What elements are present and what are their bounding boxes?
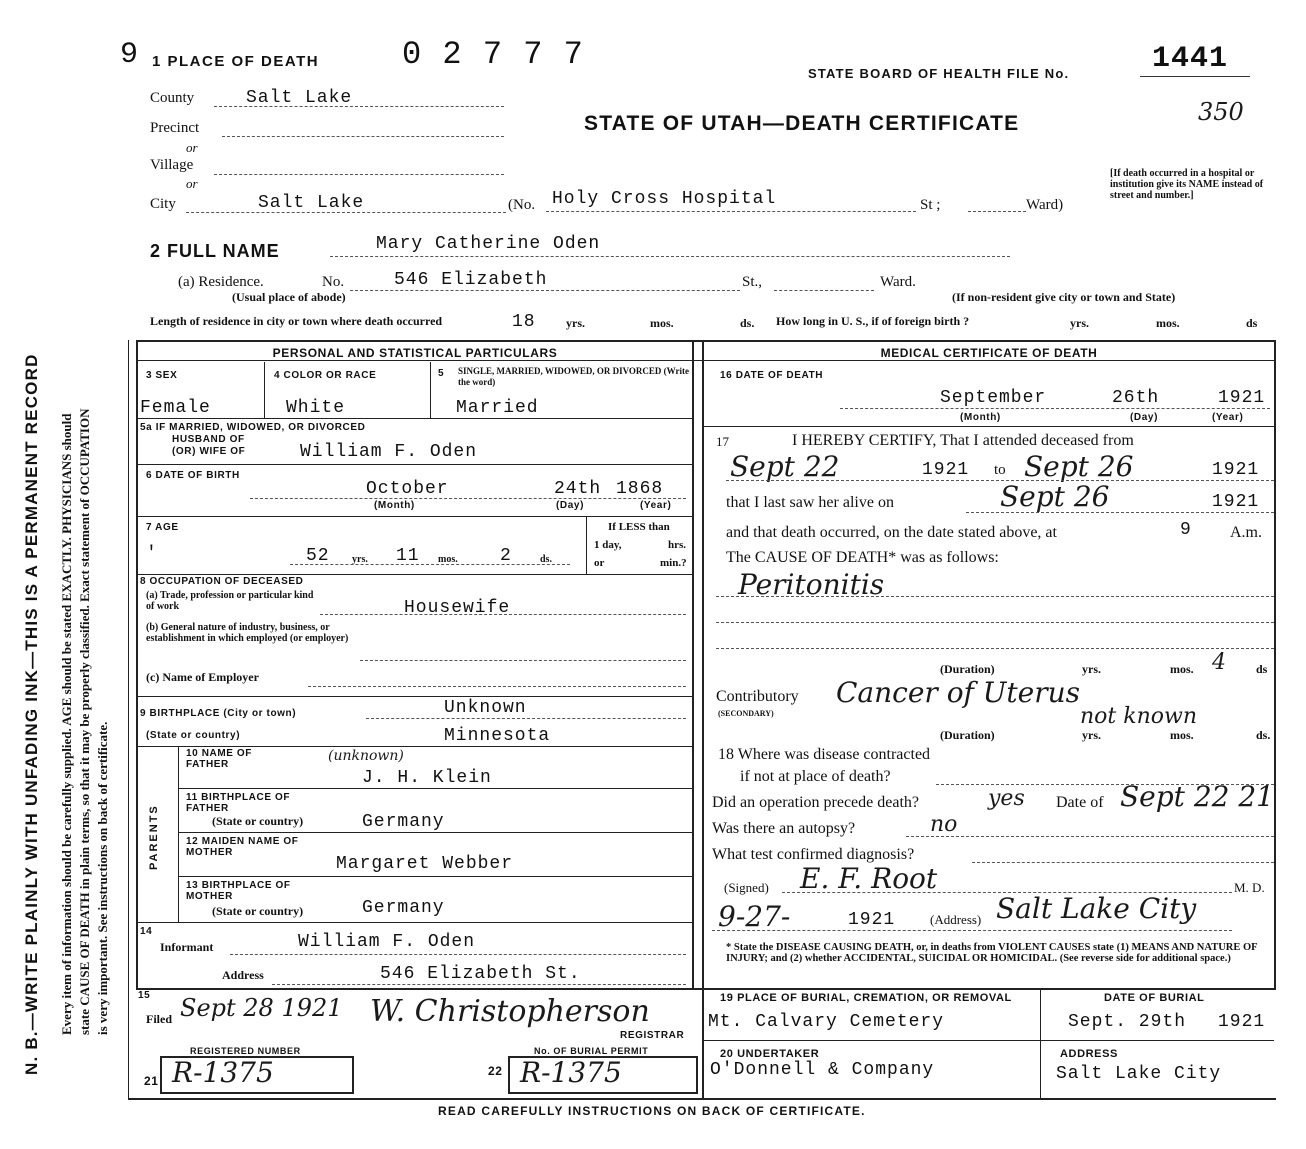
operation-label: Did an operation precede death? bbox=[712, 794, 920, 811]
occupation-a-label: (a) Trade, profession or particular kind of work bbox=[146, 590, 314, 612]
contributory-value: Cancer of Uterus bbox=[836, 676, 1081, 709]
dod-month-caption: (Month) bbox=[960, 412, 1001, 423]
village-label: Village bbox=[150, 157, 194, 173]
occupation-value: Housewife bbox=[404, 598, 511, 618]
age-label: 7 AGE bbox=[146, 522, 179, 533]
test-label: What test confirmed diagnosis? bbox=[712, 846, 915, 863]
age-years: 52 bbox=[306, 546, 330, 566]
informant-address: 546 Elizabeth St. bbox=[380, 964, 581, 984]
color-value: White bbox=[286, 398, 346, 418]
registered-number-label: REGISTERED NUMBER bbox=[190, 1046, 301, 1056]
informant-num: 14 bbox=[140, 926, 153, 937]
length-years: 18 bbox=[512, 312, 536, 332]
right-border bbox=[1274, 340, 1276, 990]
father-birthplace-label: 11 BIRTHPLACE OF FATHER bbox=[186, 792, 291, 814]
father-name-label: 10 NAME OF FATHER bbox=[186, 748, 253, 770]
sign-year: 1921 bbox=[848, 910, 896, 930]
burial-date-label: DATE OF BURIAL bbox=[1104, 992, 1205, 1004]
length-ds: ds. bbox=[740, 316, 755, 330]
footer-instructions: READ CAREFULLY INSTRUCTIONS ON BACK OF CERTIFICATE. bbox=[438, 1104, 866, 1118]
full-name-value: Mary Catherine Oden bbox=[376, 234, 601, 254]
color-label: 4 COLOR OR RACE bbox=[274, 370, 377, 381]
age-months: 11 bbox=[396, 546, 420, 566]
center-divider bbox=[702, 340, 704, 1100]
last-saw-date: Sept 26 bbox=[1000, 480, 1110, 513]
attend-to: Sept 26 bbox=[1024, 450, 1134, 483]
duration-yrs: yrs. bbox=[1082, 662, 1101, 676]
margin-instruction-2: state CAUSE OF DEATH in plain terms, so that it may be properly classified. Exact statement of OCCUPATION bbox=[77, 408, 92, 1035]
certificate-title: STATE OF UTAH—DEATH CERTIFICATE bbox=[584, 112, 1020, 135]
length-residence-label: Length of residence in city or town where death occurred bbox=[150, 314, 443, 328]
parents-label: PARENTS bbox=[148, 804, 160, 870]
residence-label: (a) Residence. bbox=[178, 274, 264, 290]
spouse-label-2: HUSBAND OF bbox=[172, 434, 245, 445]
burial-place-label: 19 PLACE OF BURIAL, CREMATION, OR REMOVAL bbox=[720, 992, 1012, 1004]
or-min-label: or bbox=[594, 557, 605, 569]
occupation-b-label: (b) General nature of industry, business, or establishment in which employed (or employer) bbox=[146, 622, 349, 644]
last-saw-year: 1921 bbox=[1212, 492, 1260, 512]
county-value: Salt Lake bbox=[246, 88, 353, 108]
operation-value: yes bbox=[988, 786, 1025, 811]
file-number-label: STATE BOARD OF HEALTH FILE No. bbox=[808, 66, 1070, 81]
permit-field-num: 22 bbox=[488, 1064, 503, 1078]
place-of-death-label: 1 PLACE OF DEATH bbox=[152, 53, 320, 70]
attend-to-year: 1921 bbox=[1212, 460, 1260, 480]
undertaker-address: Salt Lake City bbox=[1056, 1064, 1222, 1084]
operation-date-label: Date of bbox=[1056, 794, 1104, 811]
sex-label: 3 SEX bbox=[146, 370, 178, 381]
contributory-label: Contributory bbox=[716, 688, 799, 705]
city-label: City bbox=[150, 196, 176, 212]
occupation-label: 8 OCCUPATION OF DECEASED bbox=[140, 576, 304, 587]
age-mark: ′ bbox=[146, 544, 158, 564]
margin-instruction-ink: N. B.—WRITE PLAINLY WITH UNFADING INK—THIS IS A PERMANENT RECORD bbox=[22, 353, 41, 1075]
dod-label: 16 DATE OF DEATH bbox=[720, 370, 824, 381]
sex-value: Female bbox=[140, 398, 211, 418]
cause-footnote: * State the DISEASE CAUSING DEATH, or, in deaths from VIOLENT CAUSES state (1) MEANS AND NATURE OF INJURY; and (2) whether ACCIDENTAL, SUICIDAL OR HOMICIDAL. (See reverse side for additional space.) bbox=[726, 942, 1258, 964]
abode-note: (Usual place of abode) bbox=[232, 290, 346, 304]
birthplace-city: Unknown bbox=[444, 698, 527, 718]
am-label: A.m. bbox=[1230, 524, 1262, 541]
duration-ds: ds bbox=[1256, 662, 1268, 676]
age-mos: mos. bbox=[438, 554, 458, 565]
duration-label: (Duration) bbox=[940, 662, 995, 676]
father-value: J. H. Klein bbox=[362, 768, 492, 788]
if-less-label: If LESS than bbox=[608, 521, 670, 533]
age-days: 2 bbox=[500, 546, 512, 566]
personal-heading: PERSONAL AND STATISTICAL PARTICULARS bbox=[272, 346, 558, 360]
burial-year: 1921 bbox=[1218, 1012, 1266, 1032]
dod-year: 1921 bbox=[1218, 388, 1266, 408]
file-number: 1441 bbox=[1152, 42, 1229, 76]
min-label: min.? bbox=[660, 557, 687, 569]
cause-value: Peritonitis bbox=[738, 568, 885, 601]
spouse-label-1: 5a IF MARRIED, WIDOWED, OR DIVORCED bbox=[140, 422, 366, 433]
full-name-label: 2 FULL NAME bbox=[150, 241, 280, 261]
or-text-2: or bbox=[186, 176, 198, 191]
birthplace-label: 9 BIRTHPLACE (City or town) bbox=[140, 708, 297, 719]
burial-permit-number: R-1375 bbox=[520, 1056, 622, 1089]
physician-signature: E. F. Root bbox=[800, 862, 938, 895]
marital-label: SINGLE, MARRIED, WIDOWED, OR DIVORCED (Write the word) bbox=[458, 366, 689, 387]
dob-month-caption: (Month) bbox=[374, 500, 415, 511]
mother-birthplace-label: 13 BIRTHPLACE OF MOTHER bbox=[186, 880, 291, 902]
residence-value: 546 Elizabeth bbox=[394, 270, 548, 290]
address-label: (Address) bbox=[930, 912, 982, 927]
us-mos: mos. bbox=[1156, 316, 1180, 330]
last-saw-text: that I last saw her alive on bbox=[726, 494, 894, 511]
contributory-duration: not known bbox=[1080, 704, 1197, 729]
burial-date: Sept. 29th bbox=[1068, 1012, 1187, 1032]
dob-year: 1868 bbox=[616, 479, 664, 499]
marital-num: 5 bbox=[438, 368, 445, 379]
spouse-value: William F. Oden bbox=[300, 442, 478, 462]
duration2-yrs: yrs. bbox=[1082, 728, 1101, 742]
length-yrs: yrs. bbox=[566, 316, 585, 330]
contracted-label-2: if not at place of death? bbox=[740, 768, 891, 785]
residence-ward-label: Ward. bbox=[880, 274, 916, 290]
certify-text: I HEREBY CERTIFY, That I attended deceased from bbox=[792, 432, 1134, 449]
registered-number: R-1375 bbox=[172, 1056, 274, 1089]
to-label: to bbox=[994, 462, 1006, 478]
mother-birthplace: Germany bbox=[362, 898, 445, 918]
father-bp-sub: (State or country) bbox=[212, 814, 304, 828]
precinct-label: Precinct bbox=[150, 120, 200, 136]
duration-label-2: (Duration) bbox=[940, 728, 995, 742]
duration2-mos: mos. bbox=[1170, 728, 1194, 742]
duration-mos: mos. bbox=[1170, 662, 1194, 676]
margin-instruction-3: is very important. See instructions on back of certificate. bbox=[95, 721, 110, 1035]
left-border bbox=[136, 340, 138, 990]
father-birthplace: Germany bbox=[362, 812, 445, 832]
undertaker-value: O'Donnell & Company bbox=[710, 1060, 935, 1080]
birthplace-state-label: (State or country) bbox=[146, 730, 241, 741]
institution-value: Holy Cross Hospital bbox=[552, 189, 777, 209]
contracted-label-1: 18 Where was disease contracted bbox=[718, 746, 931, 763]
ward-label: Ward) bbox=[1026, 197, 1064, 213]
us-ds: ds bbox=[1246, 316, 1258, 330]
mother-value: Margaret Webber bbox=[336, 854, 514, 874]
county-label: County bbox=[150, 90, 195, 106]
one-day-label: 1 day, bbox=[594, 539, 622, 551]
us-yrs: yrs. bbox=[1070, 316, 1089, 330]
spouse-label-3: (OR) WIFE OF bbox=[172, 446, 246, 457]
undertaker-address-label: ADDRESS bbox=[1060, 1048, 1118, 1060]
or-text-1: or bbox=[186, 140, 198, 155]
dob-month: October bbox=[366, 479, 449, 499]
hrs-label: hrs. bbox=[668, 539, 687, 551]
hospital-note: [If death occurred in a hospital or institution give its NAME instead of street and number.] bbox=[1110, 168, 1264, 201]
secondary-label: (SECONDARY) bbox=[718, 709, 774, 718]
autopsy-label: Was there an autopsy? bbox=[712, 820, 856, 837]
informant-address-label: Address bbox=[222, 968, 264, 982]
birthplace-state: Minnesota bbox=[444, 726, 551, 746]
informant-label: Informant bbox=[160, 940, 214, 954]
city-value: Salt Lake bbox=[258, 193, 365, 213]
dob-label: 6 DATE OF BIRTH bbox=[146, 470, 240, 481]
signed-label: (Signed) bbox=[724, 880, 769, 895]
residence-st-label: St., bbox=[742, 274, 763, 290]
nonresident-note: (If non-resident give city or town and State) bbox=[952, 290, 1176, 304]
mother-bp-sub: (State or country) bbox=[212, 904, 304, 918]
sign-date: 9-27- bbox=[718, 900, 791, 933]
attend-from: Sept 22 bbox=[730, 450, 840, 483]
dod-day-caption: (Day) bbox=[1130, 412, 1159, 423]
length-mos: mos. bbox=[650, 316, 674, 330]
us-residence-label: How long in U. S., if of foreign birth ? bbox=[776, 314, 970, 328]
death-hour: 9 bbox=[1180, 520, 1192, 540]
physician-address: Salt Lake City bbox=[996, 892, 1197, 925]
residence-no-label: No. bbox=[322, 274, 345, 290]
occupation-c-label: (c) Name of Employer bbox=[146, 670, 259, 684]
reg-field-num: 21 bbox=[144, 1074, 159, 1088]
operation-date: Sept 22 21 bbox=[1120, 780, 1274, 813]
dob-day: 24th bbox=[554, 479, 602, 499]
informant-value: William F. Oden bbox=[298, 932, 476, 952]
age-ds: ds. bbox=[540, 554, 552, 565]
margin-number: 350 bbox=[1198, 98, 1244, 126]
md-label: M. D. bbox=[1234, 880, 1265, 895]
age-yrs: yrs. bbox=[352, 554, 368, 565]
dod-day: 26th bbox=[1112, 388, 1160, 408]
margin-instruction-1: Every item of information should be carefully supplied. AGE should be stated EXACTLY. PHYSICIANS should bbox=[59, 413, 74, 1035]
autopsy-value: no bbox=[930, 812, 958, 837]
dob-year-caption: (Year) bbox=[640, 500, 672, 511]
cert-num: 17 bbox=[716, 434, 729, 449]
filed-value: Sept 28 1921 bbox=[180, 994, 343, 1022]
marital-value: Married bbox=[456, 398, 539, 418]
cause-label: The CAUSE OF DEATH* was as follows: bbox=[726, 549, 999, 566]
stamp-number: 0 2 7 7 7 bbox=[402, 36, 584, 73]
burial-place: Mt. Calvary Cemetery bbox=[708, 1012, 945, 1032]
main-top-border bbox=[136, 340, 1276, 342]
st-label: St ; bbox=[920, 197, 941, 213]
stamp-prefix: 9 bbox=[120, 38, 140, 72]
dod-year-caption: (Year) bbox=[1212, 412, 1244, 423]
dob-day-caption: (Day) bbox=[556, 500, 585, 511]
duration2-ds: ds. bbox=[1256, 728, 1271, 742]
medical-heading: MEDICAL CERTIFICATE OF DEATH bbox=[880, 346, 1098, 360]
undertaker-label: 20 UNDERTAKER bbox=[720, 1048, 820, 1060]
registrar-label: REGISTRAR bbox=[620, 1030, 685, 1041]
attend-from-year: 1921 bbox=[922, 460, 970, 480]
burial-permit-label: No. OF BURIAL PERMIT bbox=[534, 1046, 649, 1056]
duration-value: 4 bbox=[1212, 650, 1226, 675]
filed-num: 15 bbox=[138, 990, 151, 1001]
mother-name-label: 12 MAIDEN NAME OF MOTHER bbox=[186, 836, 299, 858]
father-note: (unknown) bbox=[328, 748, 404, 764]
institution-no-label: (No. bbox=[508, 197, 536, 213]
death-occurred-text: and that death occurred, on the date stated above, at bbox=[726, 524, 1057, 541]
filed-label: Filed bbox=[146, 1012, 172, 1026]
dod-month: September bbox=[940, 388, 1047, 408]
registrar-signature: W. Christopherson bbox=[370, 994, 650, 1029]
